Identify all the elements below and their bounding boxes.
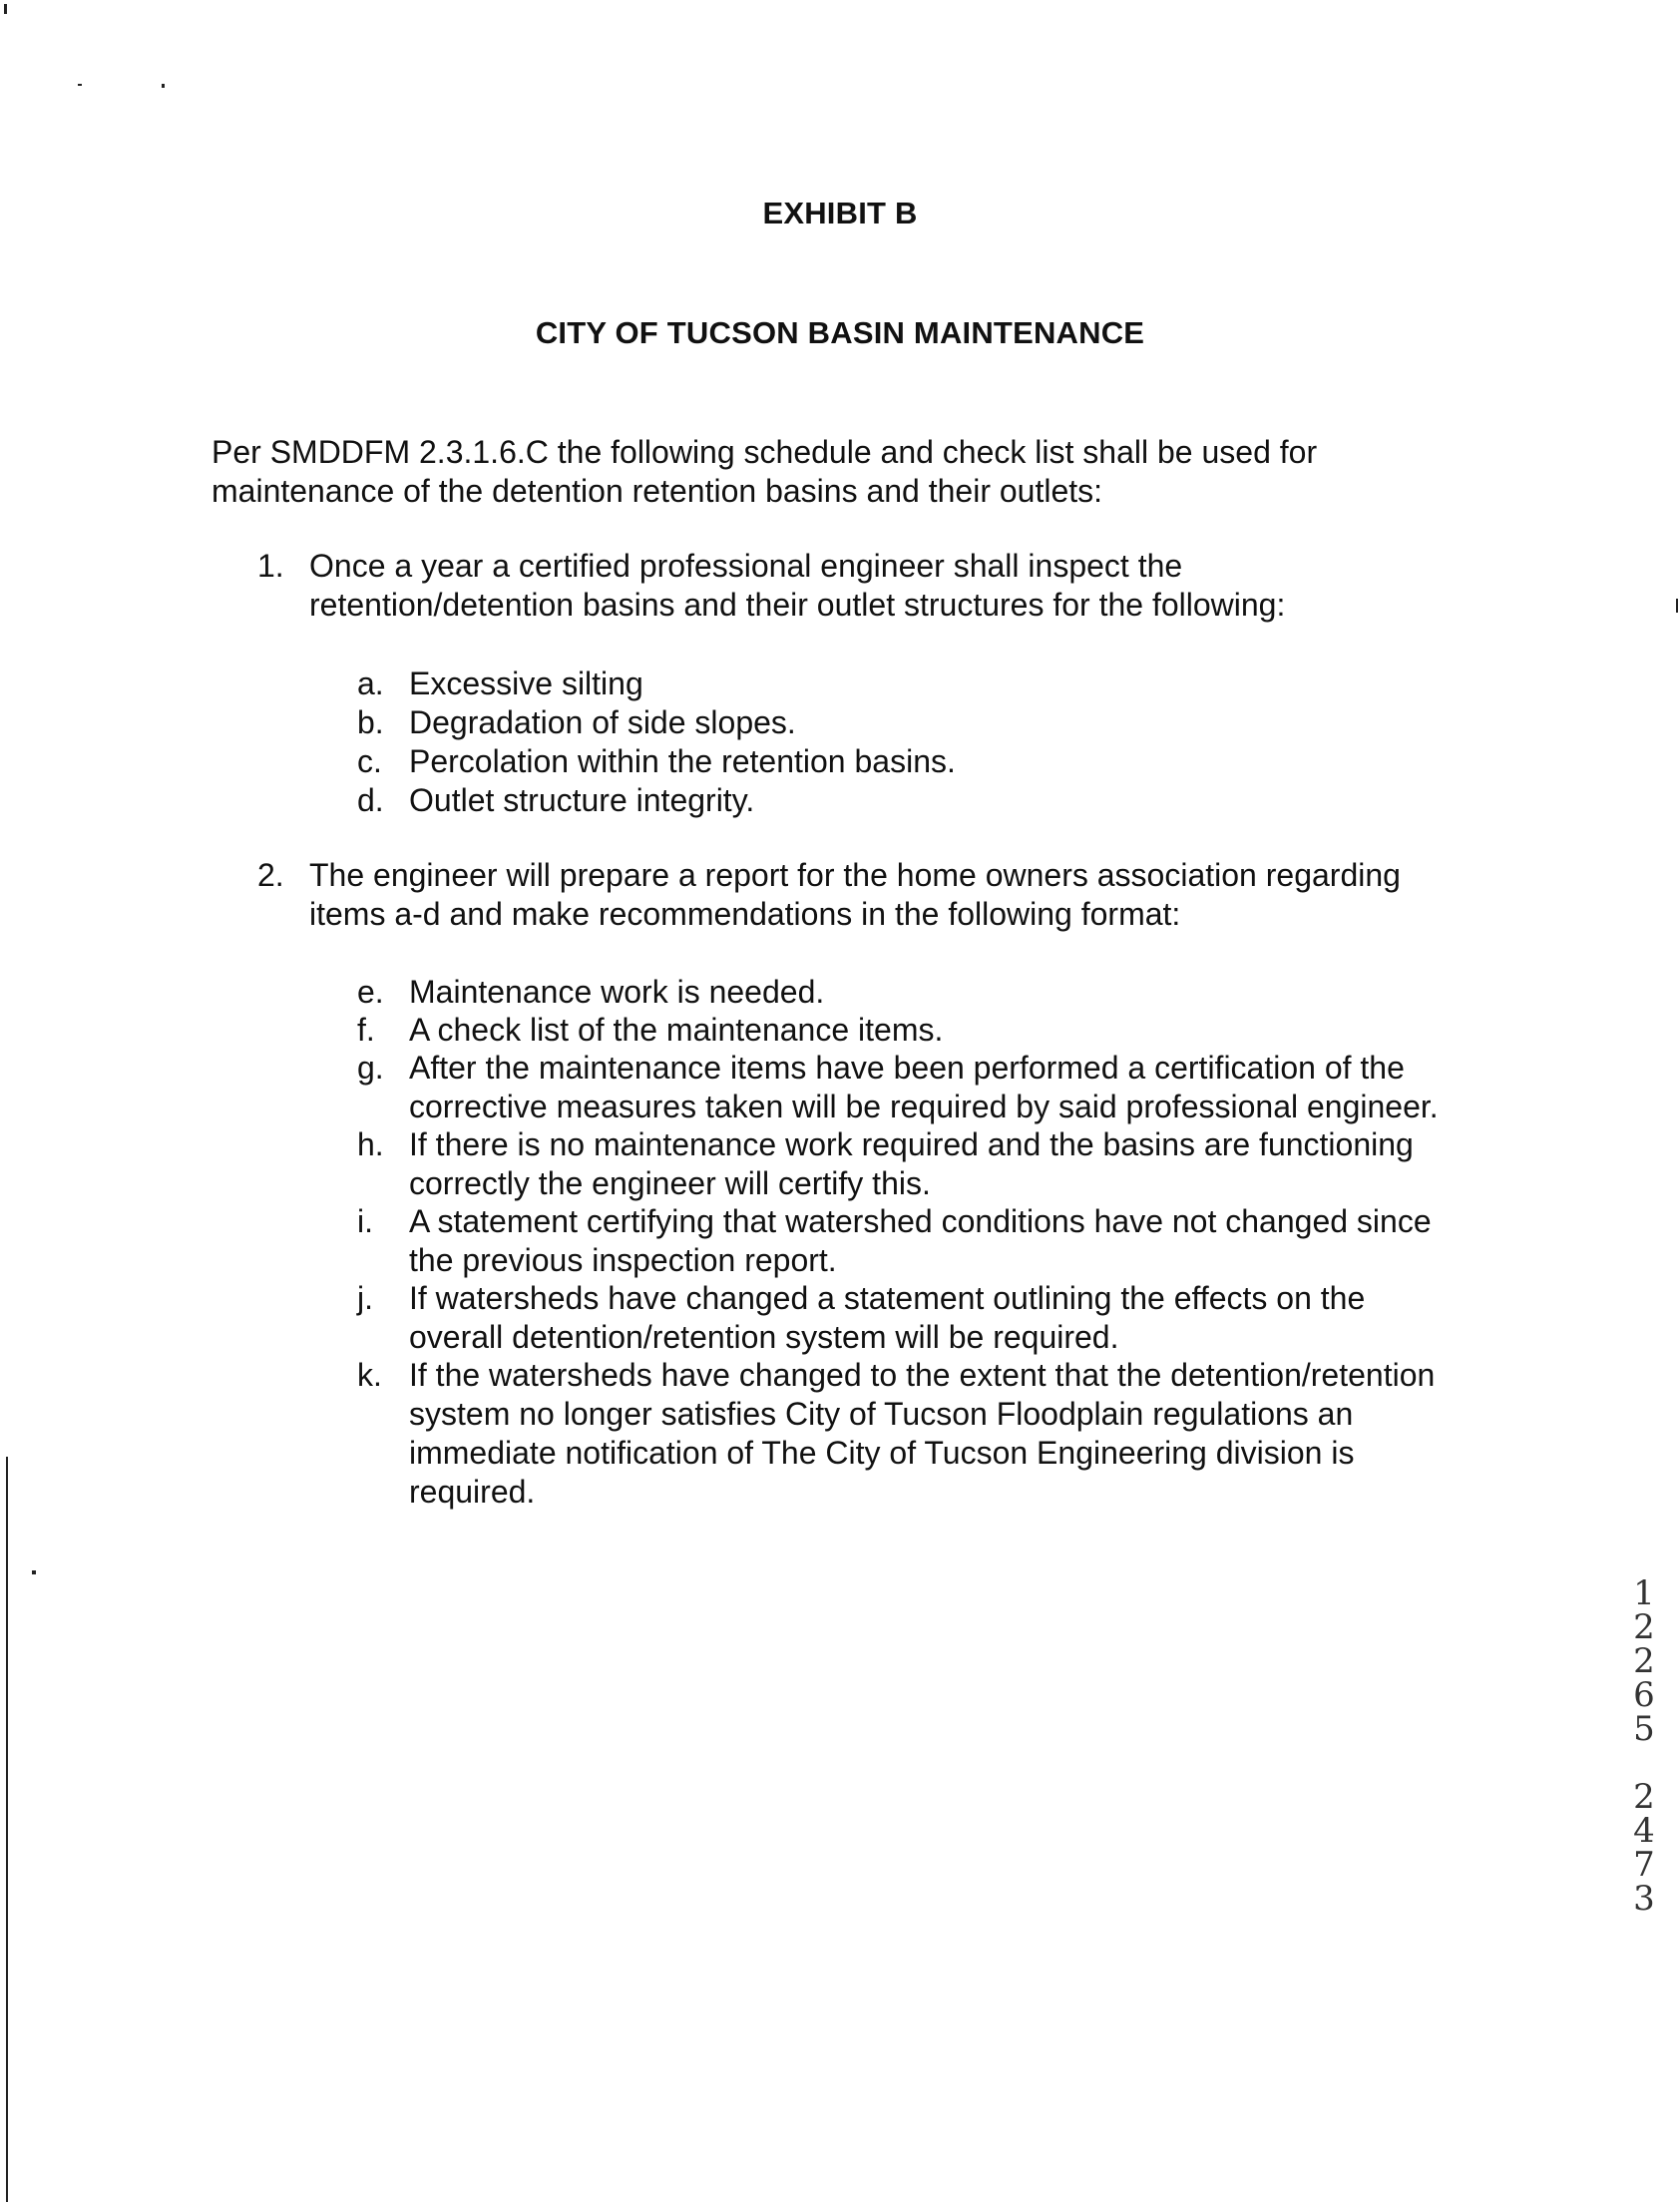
margin-document-number (1626, 1573, 1662, 1919)
subitem-line: immediate notification of The City of Tucson Engineering division is (409, 1435, 1355, 1471)
margin-digit: 7 (1633, 1845, 1655, 1885)
item-line: Once a year a certified professional engineer shall inspect the (309, 548, 1183, 584)
subitem-line: overall detention/retention system will be required. (409, 1319, 1119, 1355)
subitem-line: required. (409, 1474, 536, 1510)
subitem-line: Percolation within the retention basins. (409, 743, 956, 779)
document-subtitle: CITY OF TUCSON BASIN MAINTENANCE (535, 315, 1145, 350)
subitem-letter: c. (357, 743, 382, 779)
margin-digit: 3 (1633, 1879, 1655, 1919)
subitem-line: Outlet structure integrity. (409, 782, 755, 818)
margin-digit: 4 (1633, 1811, 1655, 1851)
item-number: 2. (257, 857, 284, 893)
item-number: 1. (257, 548, 284, 584)
subitem-line: If the watersheds have changed to the extent that the detention/retention (409, 1357, 1436, 1393)
item-line: items a-d and make recommendations in the following format: (309, 896, 1181, 932)
subitem-line: system no longer satisfies City of Tucson Floodplain regulations an (409, 1396, 1354, 1432)
subitem-letter: j. (357, 1280, 373, 1316)
subitem-line: Degradation of side slopes. (409, 704, 796, 740)
margin-digit: 2 (1633, 1607, 1655, 1647)
intro-line: maintenance of the detention retention basins and their outlets: (211, 473, 1103, 509)
margin-digit: 5 (1633, 1709, 1655, 1749)
margin-digit: 1 (1633, 1573, 1655, 1613)
subitem-line: If there is no maintenance work required and the basins are functioning (409, 1126, 1414, 1162)
subitem-line: If watersheds have changed a statement outlining the effects on the (409, 1280, 1366, 1316)
margin-digit: 6 (1633, 1675, 1655, 1715)
item-line: retention/detention basins and their outlet structures for the following: (309, 587, 1286, 623)
intro-paragraph (211, 433, 1469, 511)
margin-digit: 2 (1633, 1777, 1655, 1817)
exhibit-title: EXHIBIT B (762, 196, 918, 230)
subitem-line: corrective measures taken will be required by said professional engineer. (409, 1089, 1439, 1124)
subitem-line: Maintenance work is needed. (409, 974, 825, 1010)
subitem-letter: a. (357, 665, 384, 701)
subitem-letter: e. (357, 974, 384, 1010)
subitem-letter: g. (357, 1050, 384, 1086)
subitem-letter: h. (357, 1126, 384, 1162)
subitem-letter: k. (357, 1357, 382, 1393)
scan-speck (1676, 599, 1678, 613)
subitem-line: the previous inspection report. (409, 1242, 837, 1278)
scan-speck (32, 1570, 36, 1574)
scan-edge-line (6, 1457, 8, 2202)
subitem-line: A statement certifying that watershed conditions have not changed since (409, 1203, 1432, 1239)
subitem-letter: i. (357, 1203, 373, 1239)
subitem-line: Excessive silting (409, 665, 643, 701)
subitem-line: correctly the engineer will certify this. (409, 1165, 931, 1201)
scan-speck (78, 84, 82, 86)
subitem-letter: f. (357, 1012, 375, 1048)
margin-digit-gap (1626, 1746, 1662, 1780)
subitem-letter: b. (357, 704, 384, 740)
margin-digit: 2 (1633, 1641, 1655, 1681)
intro-line: Per SMDDFM 2.3.1.6.C the following schedule and check list shall be used for (211, 434, 1318, 470)
subitem-line: After the maintenance items have been performed a certification of the (409, 1050, 1405, 1086)
scan-speck (162, 84, 165, 88)
subitem-line: A check list of the maintenance items. (409, 1012, 944, 1048)
scan-speck (4, 4, 7, 14)
subitem-letter: d. (357, 782, 384, 818)
item-line: The engineer will prepare a report for the home owners association regarding (309, 857, 1401, 893)
